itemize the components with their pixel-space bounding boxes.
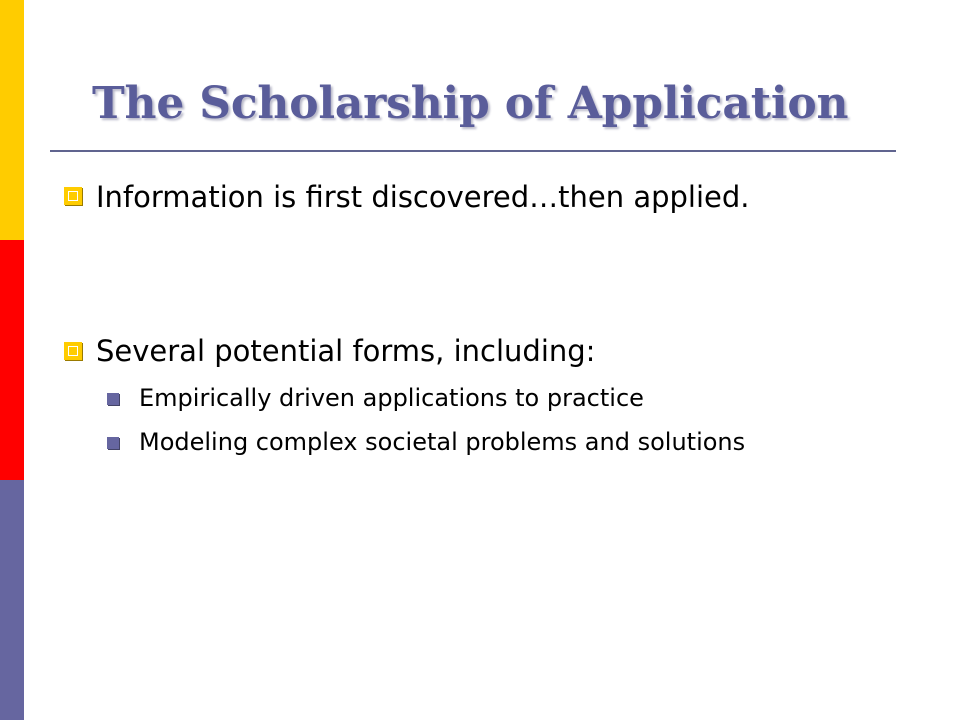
bullet-item: Information is first discovered…then applied. bbox=[96, 180, 750, 214]
bullet-item: Several potential forms, including: bbox=[96, 334, 596, 368]
filled-square-bullet-icon bbox=[107, 393, 119, 405]
slide-title: The Scholarship of Application bbox=[92, 78, 849, 129]
sub-bullet-item: Modeling complex societal problems and solutions bbox=[139, 428, 746, 456]
hollow-square-bullet-icon bbox=[64, 187, 82, 205]
sub-bullet-item: Empirically driven applications to practice bbox=[139, 384, 644, 412]
hollow-square-bullet-icon bbox=[64, 342, 82, 360]
filled-square-bullet-icon bbox=[107, 437, 119, 449]
